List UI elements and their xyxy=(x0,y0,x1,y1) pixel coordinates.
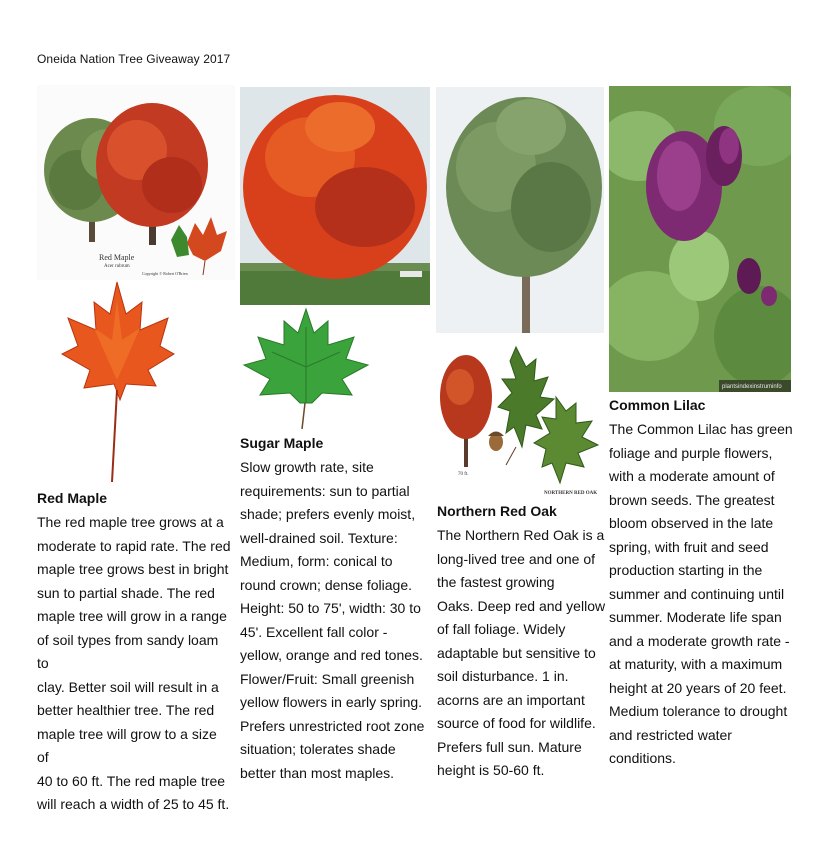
text-line: spring, with fruit and seed xyxy=(609,538,769,555)
text-line: round crown; dense foliage. xyxy=(240,576,412,593)
text-line: maple tree grows best in bright xyxy=(37,561,229,577)
text-line: acorns are an important xyxy=(437,691,585,708)
text-line: height is 50-60 ft. xyxy=(437,762,545,778)
text-line: Height: 50 to 75', width: 30 to xyxy=(240,600,421,616)
northern-red-oak-tree-image xyxy=(436,87,604,333)
text-line: requirements: sun to partial xyxy=(240,482,410,499)
text-line: bloom observed in the late xyxy=(609,515,774,531)
text-line: of soil types from sandy loam to xyxy=(37,631,219,671)
oak-scale-label: 70 ft. xyxy=(458,472,469,477)
text-line: height at 20 years of 20 feet. xyxy=(609,679,787,696)
text-line: better healthier tree. The red xyxy=(37,702,215,718)
text-line: shade; prefers evenly moist, xyxy=(240,506,416,522)
text-line: better than most maples. xyxy=(240,764,395,781)
lilac-image-credit: plantsindexinstruminfo xyxy=(722,384,782,390)
northern-red-oak-description xyxy=(437,524,607,783)
red-maple-description xyxy=(37,511,232,817)
page-title: Oneida Nation Tree Giveaway 2017 xyxy=(37,52,231,66)
text-line: conditions. xyxy=(609,750,676,766)
text-line: Oaks. Deep red and yellow xyxy=(437,597,606,614)
text-line: summer. Moderate life span xyxy=(609,609,782,625)
text-line: summer and continuing until xyxy=(609,585,785,602)
red-maple-tree-illustration xyxy=(37,85,235,280)
text-line: of fall foliage. Widely xyxy=(437,621,566,637)
text-line: situation; tolerates shade xyxy=(240,741,396,757)
sugar-maple-heading: Sugar Maple xyxy=(240,435,324,451)
text-line: and restricted water xyxy=(609,726,732,743)
red-maple-leaf-image xyxy=(60,280,175,485)
text-line: soil disturbance. 1 in. xyxy=(437,668,569,684)
text-line: The red maple tree grows at a xyxy=(37,514,224,530)
text-line: with a moderate amount of xyxy=(609,468,775,484)
common-lilac-photo xyxy=(609,86,791,392)
text-line: yellow flowers in early spring. xyxy=(240,694,423,710)
red-maple-heading: Red Maple xyxy=(37,490,108,506)
red-maple-latin-caption: Acer rubrum xyxy=(104,264,130,269)
text-line: will reach a width of 25 to 45 ft. xyxy=(37,796,230,812)
sugar-maple-description xyxy=(240,456,435,785)
text-line: Medium tolerance to drought xyxy=(609,703,788,719)
text-line: Prefers full sun. Mature xyxy=(437,738,582,755)
text-line: 40 to 60 ft. The red maple tree xyxy=(37,772,226,789)
sugar-maple-leaf-image xyxy=(242,307,370,432)
northern-red-oak-heading: Northern Red Oak xyxy=(437,503,557,519)
red-maple-image-credit: Copyright © Robert O'Brien xyxy=(142,271,188,276)
sugar-maple-tree-photo xyxy=(240,87,430,305)
text-line: source of food for wildlife. xyxy=(437,715,596,731)
text-line: The Common Lilac has green xyxy=(609,421,793,437)
text-line: long-lived tree and one of xyxy=(437,550,595,567)
text-line: production starting in the xyxy=(609,562,763,578)
text-line: foliage and purple flowers, xyxy=(609,444,773,461)
text-line: 45'. Excellent fall color - xyxy=(240,623,388,640)
text-line: The Northern Red Oak is a xyxy=(437,527,605,543)
text-line: maple tree will grow in a range xyxy=(37,608,227,624)
common-lilac-description xyxy=(609,418,809,771)
text-line: Slow growth rate, site xyxy=(240,459,374,475)
text-line: maple tree will grow to a size of xyxy=(37,725,217,765)
text-line: Prefers unrestricted root zone xyxy=(240,717,425,734)
text-line: well-drained soil. Texture: xyxy=(240,529,398,546)
text-line: adaptable but sensitive to xyxy=(437,644,596,661)
text-line: at maturity, with a maximum xyxy=(609,656,783,672)
text-line: Flower/Fruit: Small greenish xyxy=(240,670,415,687)
text-line: sun to partial shade. The red xyxy=(37,584,215,601)
text-line: clay. Better soil will result in a xyxy=(37,678,219,695)
text-line: the fastest growing xyxy=(437,574,555,590)
text-line: and a moderate growth rate - xyxy=(609,632,790,649)
northern-red-oak-illustration xyxy=(436,337,606,497)
text-line: yellow, orange and red tones. xyxy=(240,647,423,663)
oak-illustration-caption: NORTHERN RED OAK xyxy=(544,491,598,496)
text-line: Medium, form: conical to xyxy=(240,553,393,569)
red-maple-caption: Red Maple xyxy=(99,253,135,262)
common-lilac-heading: Common Lilac xyxy=(609,397,706,413)
text-line: brown seeds. The greatest xyxy=(609,491,775,508)
text-line: moderate to rapid rate. The red xyxy=(37,537,231,554)
